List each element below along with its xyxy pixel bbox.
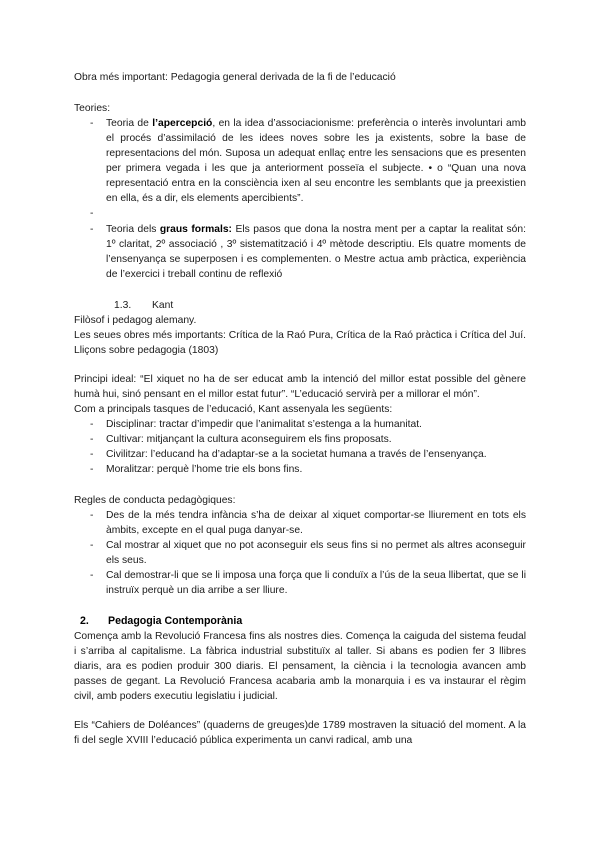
kant-line1: Filòsof i pedagog alemany. [74, 315, 197, 326]
list-item: - Civilitzar: l’educand ha d’adaptar-se a la societat humana a través de l’ensenyança. [74, 447, 526, 462]
kant-heading [74, 298, 526, 313]
teoria-item [74, 116, 526, 206]
section2-para2: Els “Cahiers de Doléances” (quaderns de greuges)de 1789 mostraven la situació del moment. A la fi del segle XVIII l’educació pública experimenta un canvi radical, amb una [74, 720, 526, 746]
teoria-term: l’apercepció [152, 118, 213, 129]
kant-tasks-intro: Com a principals tasques de l’educació, Kant assenyala les següents: [74, 404, 393, 415]
list-item: - Moralitzar: perquè l’home trie els bons fins. [74, 462, 526, 477]
section2-number: 2. [80, 615, 89, 627]
list-item: - Cal mostrar al xiquet que no pot aconseguir els seus fins si no permet als altres aconseguir els seus. [74, 538, 526, 568]
list-spacer [74, 206, 526, 222]
list-item: - Cultivar: mitjançant la cultura aconseguirem els fins proposats. [74, 432, 526, 447]
kant-title: Kant [152, 300, 174, 311]
list-item: - Disciplinar: tractar d’impedir que l’animalitat s’estenga a la humanitat. [74, 417, 526, 432]
kant-number: 1.3. [114, 300, 132, 311]
teoria-pre: Teoria dels [106, 224, 160, 235]
kant-line2: Les seues obres més importants: Crítica de la Raó Pura, Crítica de la Raó pràctica i Crítica del Juí. Lliçons sobre pedagogia (1803) [74, 330, 526, 356]
list-item: - Cal demostrar-li que se li imposa una força que li conduïx a l’ús de la seua llibertat, que se li instruïx perquè un dia arribe a ser lliure. [74, 568, 526, 598]
kant-tasks-list [74, 417, 526, 477]
intro-line: Obra més important: Pedagogia general derivada de la fi de l’educació [74, 72, 396, 83]
kant-rules-list [74, 508, 526, 598]
teoria-text: Els pasos que dona la nostra ment per a captar la realitat són: 1º claritat, 2º associació , 3º sistematització i 4º mètode descriptiu. Els quatre moments de l’ensenyança se superposen i es complementen. o Mestre actua amb pràctica, experiència de l’exercici i treball continu de reflexió [106, 224, 526, 280]
section2-para1: Comença amb la Revolució Francesa fins als nostres dies. Comença la caiguda del sistema feudal i s’arriba al capitalisme. La fàbrica industrial substituïx al taller. Si abans es podien fer 3 llibres diaris, ara es podien produir 300 diaris. El pensament, la ciència i la tecnologia avancen amb passes de gegant. La Revolució Francesa acabaria amb la monarquia i es va instaurar el règim civil, amb poders executiu legislatiu i judicial. [74, 631, 526, 702]
teories-label: Teories: [74, 103, 111, 114]
teoria-text: , en la idea d’associacionisme: preferència o interès involuntari amb el procés d’assimilació de les idees noves sobre les ja existents, sobre la base de representacions del món. Suposa un adequat enllaç entre les sensacions que es presenten per primera vegada i les que ja anteriorment posseïa el subjecte. • o “Quan una nova representació entra en la consciència ixen al seu encontre les semblants que ja preexistien en ella, és a dir, els elements apercibients”. [106, 118, 526, 204]
kant-rules-intro: Regles de conducta pedagògiques: [74, 495, 236, 506]
teoria-pre: Teoria de [106, 118, 153, 129]
teoria-term: graus formals: [159, 224, 232, 235]
kant-principle: Principi ideal: “El xiquet no ha de ser educat amb la intenció del millor estat possible del gènere humà hui, sinó pensant en el millor estat futur”. “L’educació servirà per a millorar el món”. [74, 374, 526, 400]
teories-list [74, 116, 526, 282]
section2-heading [74, 614, 526, 629]
section2-title: Pedagogia Contemporània [108, 615, 243, 627]
list-item: - Des de la més tendra infància s’ha de deixar al xiquet comportar-se lliurement en tots els àmbits, excepte en el qual puga danyar-se. [74, 508, 526, 538]
teoria-item [74, 222, 526, 282]
